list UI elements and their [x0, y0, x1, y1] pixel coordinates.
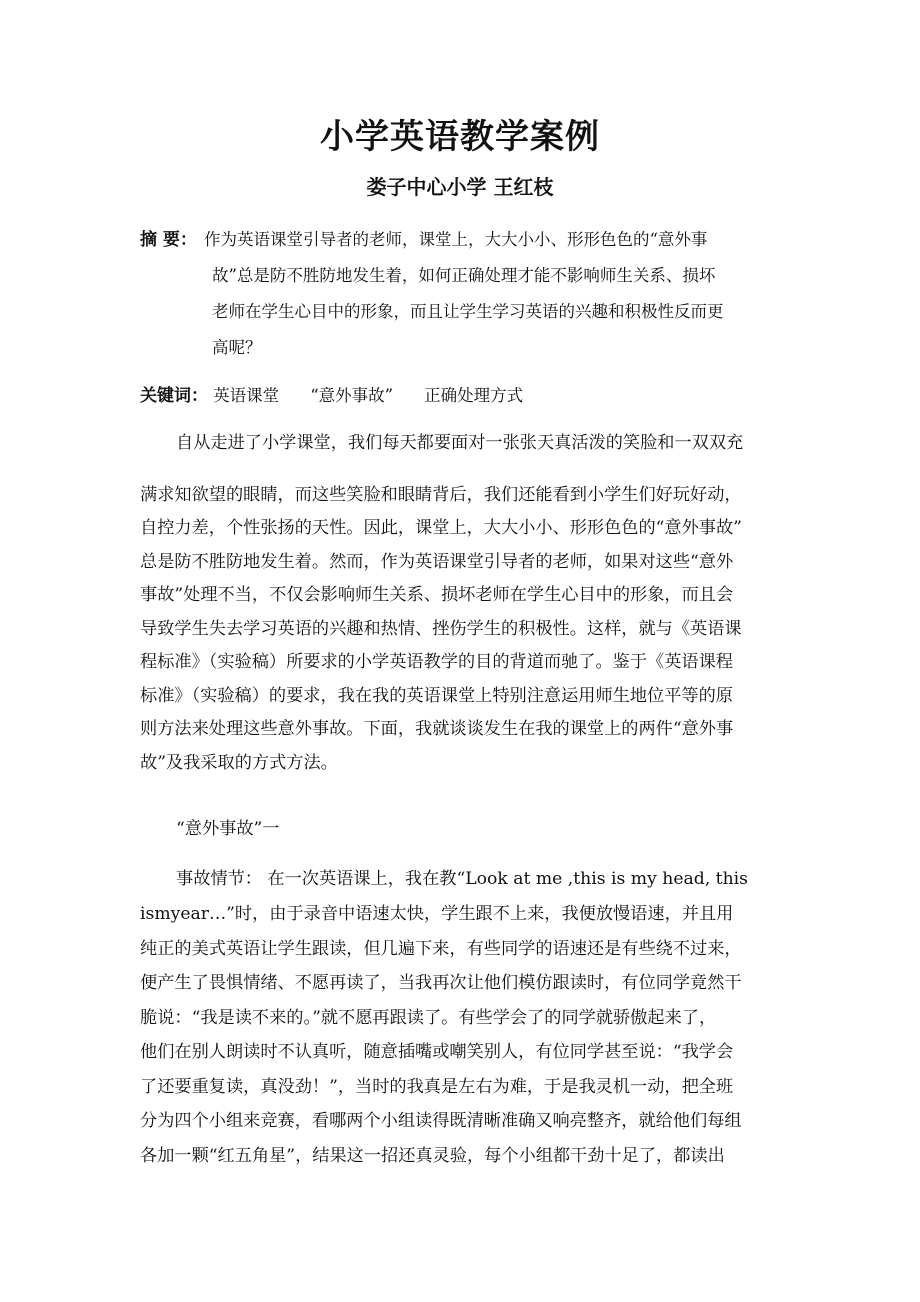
- paragraph-line: 导致学生失去学习英语的兴趣和热情、挫伤学生的积极性。这样，就与《英语课: [140, 619, 742, 639]
- keyword-item: 正确处理方式: [424, 386, 524, 405]
- paragraph-line: 便产生了畏惧情绪、不愿再读了，当我再次让他们模仿跟读时，有位同学竟然干: [140, 973, 742, 993]
- paragraph-line: 脆说：“我是读不来的。”就不愿再跟读了。有些学会了的同学就骄傲起来了，: [140, 1008, 717, 1028]
- paragraph-line: 纯正的美式英语让学生跟读，但几遍下来，有些同学的语速还是有些绕不过来，: [140, 939, 742, 959]
- paragraph-line: 满求知欲望的眼睛，而这些笑脸和眼睛背后，我们还能看到小学生们好玩好动，: [140, 485, 742, 505]
- document-title: 小学英语教学案例: [320, 117, 600, 157]
- paragraph-line: 则方法来处理这些意外事故。下面，我就谈谈发生在我的课堂上的两件“意外事: [140, 719, 734, 739]
- paragraph-line: 自控力差，个性张扬的天性。因此，课堂上，大大小小、形形色色的“意外事故”: [140, 518, 742, 538]
- paragraph-line: 他们在别人朗读时不认真听，随意插嘴或嘲笑别人，有位同学甚至说：“我学会: [140, 1042, 734, 1062]
- paragraph-line: 事故情节： 在一次英语课上，我在教“Look at me ,this is my head, this: [176, 869, 748, 889]
- author-line: 娄子中心小学 王红枝: [366, 175, 554, 199]
- paragraph-line: 了还要重复读，真没劲！”，当时的我真是左右为难，于是我灵机一动，把全班: [140, 1077, 734, 1097]
- paragraph-line: 自从走进了小学课堂，我们每天都要面对一张张天真活泼的笑脸和一双双充: [176, 433, 744, 453]
- paragraph-line: 程标准》（实验稿）所要求的小学英语教学的目的背道而驰了。鉴于《英语课程: [140, 652, 733, 672]
- paragraph-line: 标准》（实验稿）的要求，我在我的英语课堂上特别注意运用师生地位平等的原: [140, 686, 733, 706]
- keyword-item: 英语课堂: [213, 386, 280, 405]
- keywords-label: 关键词：: [140, 386, 208, 406]
- abstract-line: 作为英语课堂引导者的老师，课堂上，大大小小、形形色色的“意外事: [204, 230, 708, 249]
- abstract-line: 老师在学生心目中的形象，而且让学生学习英语的兴趣和积极性反而更: [212, 302, 724, 321]
- keyword-item: “意外事故”: [310, 386, 394, 405]
- section-heading: “意外事故”一: [176, 819, 280, 839]
- paragraph-line: 事故”处理不当，不仅会影响师生关系、损坏老师在学生心目中的形象，而且会: [140, 585, 734, 605]
- paragraph-line: 分为四个小组来竞赛，看哪两个小组读得既清晰准确又响亮整齐，就给他们每组: [140, 1111, 742, 1131]
- paragraph-line: ismyear…”时，由于录音中语速太快，学生跟不上来，我便放慢语速，并且用: [140, 904, 734, 924]
- paragraph-line: 总是防不胜防地发生着。然而，作为英语课堂引导者的老师，如果对这些“意外: [140, 552, 734, 572]
- abstract-line: 故”总是防不胜防地发生着，如何正确处理才能不影响师生关系、损坏: [212, 266, 716, 285]
- keywords-section: [140, 378, 549, 414]
- paragraph-line: 各加一颗“红五角星”，结果这一招还真灵验，每个小组都干劲十足了，都读出: [140, 1146, 725, 1166]
- abstract-line: 高呢？: [212, 338, 262, 357]
- paragraph-line: 故”及我采取的方式方法。: [140, 753, 338, 773]
- abstract-label: 摘 要：: [140, 230, 197, 250]
